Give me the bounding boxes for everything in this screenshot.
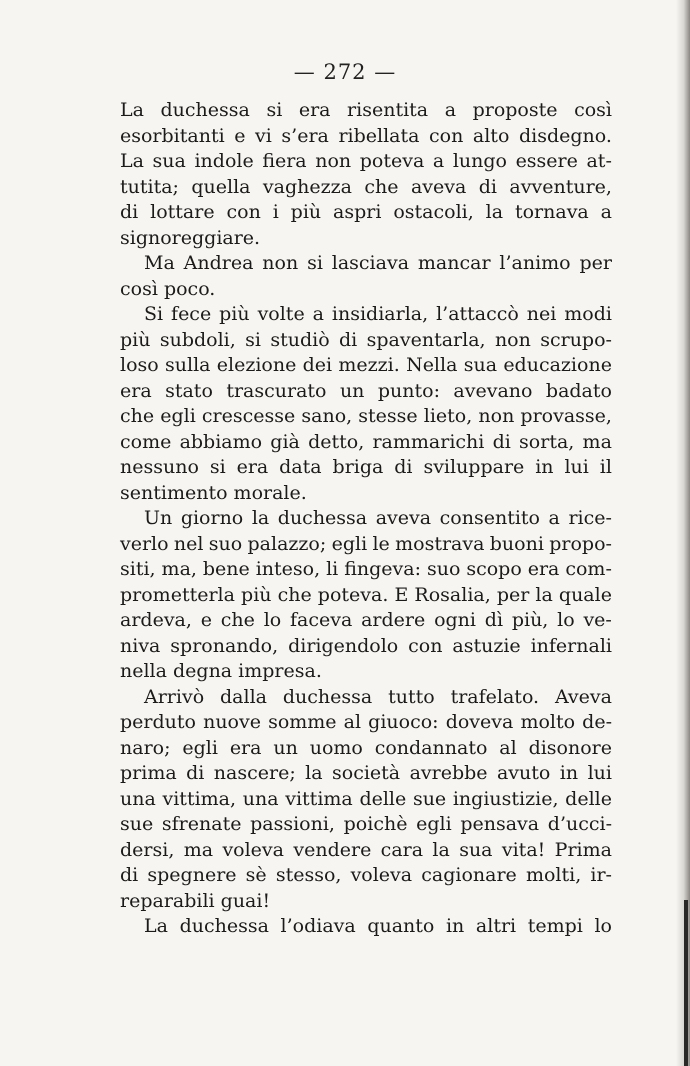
text-line: che egli crescesse sano, stesse lieto, non provasse, (120, 405, 612, 427)
text-line: Un giorno la duchessa aveva consentito a rice- (144, 507, 612, 529)
text-line: verlo nel suo palazzo; egli le mostrava buoni propo- (120, 532, 612, 555)
text-line: La duchessa si era risentita a proposte così (120, 99, 612, 121)
body-text (120, 98, 612, 940)
text-line: era stato trascurato un punto: avevano badato (120, 379, 612, 402)
text-line: perduto nuove somme al giuoco: doveva molto de- (120, 711, 612, 733)
text-line: di spegnere sè stesso, voleva cagionare molti, ir- (120, 864, 612, 886)
text-line: Si fece più volte a insidiarla, l’attaccò nei modi (144, 303, 612, 325)
page-number: — 272 — (293, 60, 397, 84)
text-line: Arrivò dalla duchessa tutto trafelato. Aveva (144, 685, 612, 708)
text-line: siti, ma, bene inteso, li fingeva: suo scopo era com- (120, 558, 612, 580)
text-line: più subdoli, si studiò di spaventarla, non scrupo- (120, 328, 612, 351)
text-line: nessuno si era data briga di sviluppare in lui il (120, 456, 612, 478)
text-line: dersi, ma voleva vendere cara la sua vita! Prima (120, 838, 612, 861)
text-line: così poco. (120, 277, 216, 300)
text-line: nella degna impresa. (120, 660, 322, 682)
text-line: niva spronando, dirigendolo con astuzie infernali (120, 634, 612, 657)
text-line: ardeva, e che lo faceva ardere ogni dì più, lo ve- (120, 609, 612, 631)
text-line: come abbiamo già detto, rammarichi di sorta, ma (120, 430, 612, 453)
text-line: tutita; quella vaghezza che aveva di avventure, (120, 175, 612, 198)
text-line: prima di nascere; la società avrebbe avuto in lui (120, 762, 612, 784)
text-line: prometterla più che poteva. E Rosalia, per la quale (120, 583, 612, 606)
text-line: reparabili guai! (120, 889, 271, 912)
text-line: di lottare con i più aspri ostacoli, la tornava a (120, 201, 612, 223)
text-line: naro; egli era un uomo condannato al disonore (120, 736, 612, 759)
text-line: una vittima, una vittima delle sue ingiustizie, delle (120, 787, 612, 810)
text-line: sentimento morale. (120, 481, 307, 504)
text-line: Ma Andrea non si lasciava mancar l’animo per (144, 252, 612, 274)
text-line: loso sulla elezione dei mezzi. Nella sua educazione (120, 354, 612, 376)
text-line: esorbitanti e vi s’era ribellata con alto disdegno. (120, 124, 612, 147)
text-line: signoreggiare. (120, 226, 261, 249)
text-line: sue sfrenate passioni, poichè egli pensava d’ucci- (120, 813, 612, 835)
text-line: La duchessa l’odiava quanto in altri tempi lo (144, 915, 612, 937)
text-line: La sua indole fiera non poteva a lungo essere at- (120, 150, 612, 172)
page-edge-binding (684, 900, 688, 1066)
